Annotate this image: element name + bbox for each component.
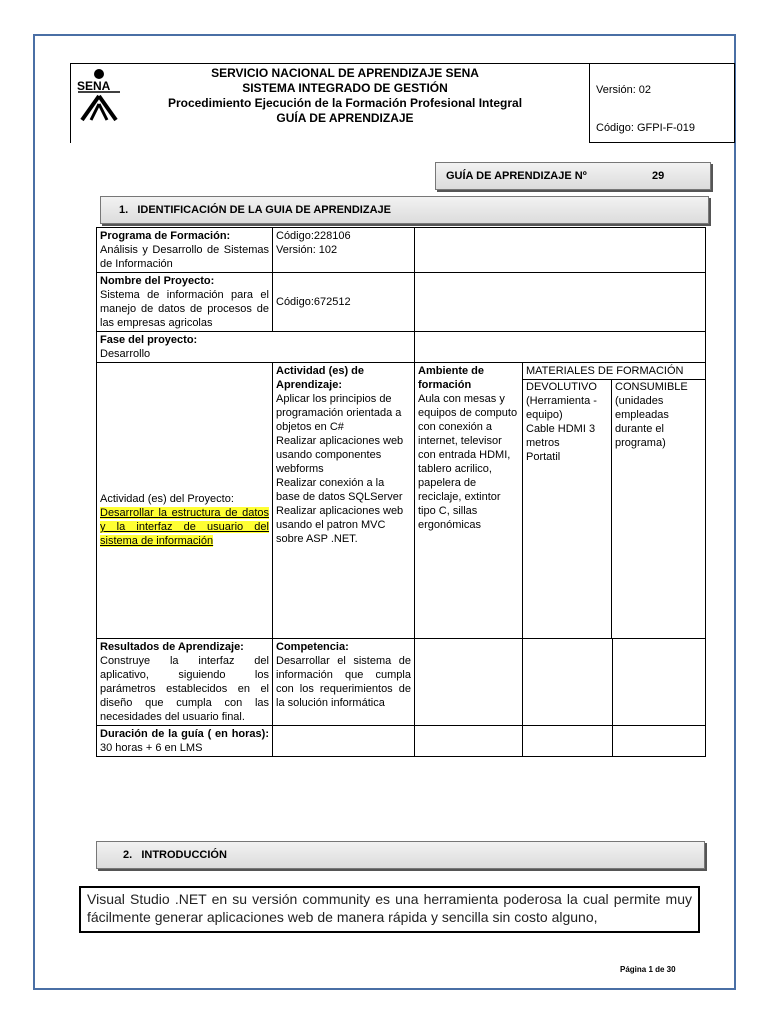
header-title-line-2: SISTEMA INTEGRADO DE GESTIÓN: [242, 81, 448, 95]
results-label: Resultados de Aprendizaje:: [100, 641, 244, 653]
project-activity-label: Actividad (es) del Proyecto:: [100, 493, 234, 505]
header-title-line-4: GUÍA DE APRENDIZAJE: [276, 111, 414, 125]
learning-activity-label: Actividad (es) de Aprendizaje:: [276, 365, 365, 391]
guide-number-bar: [435, 162, 711, 190]
empty-cell: [523, 639, 613, 726]
project-name-cell: [97, 273, 273, 332]
table-row-activities: [97, 363, 706, 639]
duration-value: 30 horas + 6 en LMS: [100, 742, 203, 754]
empty-cell: [415, 726, 523, 757]
section-1-title: 1. IDENTIFICACIÓN DE LA GUIA DE APRENDIZAJE: [119, 204, 391, 216]
table-row-duration: [97, 726, 706, 757]
results-value: Construye la interfaz del aplicativo, siguiendo los parámetros establecidos en el diseño que cumpla con las necesidades del usuario final.: [100, 655, 269, 723]
duration-cell: [97, 726, 273, 757]
phase-value: Desarrollo: [100, 348, 151, 360]
project-activity-value: Desarrollar la estructura de datos y la interfaz de usuario del sistema de información: [100, 507, 269, 547]
phase-label: Fase del proyecto:: [100, 334, 198, 346]
empty-cell: [415, 228, 706, 273]
project-name-label: Nombre del Proyecto:: [100, 275, 215, 287]
header-top-rule: [70, 63, 590, 64]
header-title: [120, 66, 570, 126]
learning-activity-item: Realizar conexión a la base de datos SQLServer: [276, 477, 403, 503]
identification-table: [96, 227, 706, 757]
project-code-cell: [273, 273, 415, 332]
results-cell: [97, 639, 273, 726]
duration-label: Duración de la guía ( en horas):: [100, 728, 269, 740]
project-code: Código:672512: [276, 296, 351, 308]
environment-label: Ambiente de formación: [418, 365, 485, 391]
code-text: Código: GFPI-F-019: [596, 122, 696, 134]
returnable-label: DEVOLUTIVO (Herramienta - equipo): [526, 381, 597, 421]
header-left-rule: [70, 63, 71, 143]
returnable-item: Portatil: [526, 451, 561, 463]
header-title-line-1: SERVICIO NACIONAL DE APRENDIZAJE SENA: [211, 66, 479, 80]
empty-cell: [415, 273, 706, 332]
guide-number-label: GUÍA DE APRENDIZAJE Nº: [446, 170, 587, 182]
table-row-results: [97, 639, 706, 726]
program-version: Versión: 102: [276, 244, 338, 256]
section-1-bar: [100, 196, 709, 224]
table-row-project-name: [97, 273, 706, 332]
header-title-line-3: Procedimiento Ejecución de la Formación Profesional Integral: [167, 96, 523, 110]
program-cell: [97, 228, 273, 273]
learning-activity-item: Realizar aplicaciones web usando el patron MVC sobre ASP .NET.: [276, 505, 404, 545]
phase-cell: [97, 332, 415, 363]
program-code-cell: [273, 228, 415, 273]
materials-header: MATERIALES DE FORMACIÓN: [523, 363, 705, 380]
returnable-item: Cable HDMI 3 metros: [526, 423, 596, 449]
learning-activity-item: Aplicar los principios de programación orientada a objetos en C#: [276, 393, 402, 433]
consumable-column: [612, 380, 705, 638]
environment-cell: [415, 363, 523, 639]
empty-cell: [523, 726, 613, 757]
guide-number-value: 29: [652, 170, 665, 182]
logo-text: SENA: [77, 79, 111, 93]
empty-cell: [415, 639, 523, 726]
empty-cell: [273, 726, 415, 757]
version-text: Versión: 02: [596, 84, 652, 96]
page-number: Página 1 de 30: [620, 965, 676, 974]
table-row-program: [97, 228, 706, 273]
sena-logo: [74, 68, 124, 128]
section-2-bar: [96, 841, 705, 869]
competence-cell: [273, 639, 415, 726]
learning-activity-item: Realizar aplicaciones web usando componentes webforms: [276, 435, 404, 475]
project-activity-cell: [97, 363, 273, 639]
introduction-text: Visual Studio .NET en su versión community es una herramienta poderosa la cual permite muy fácilmente generar aplicaciones web de manera rápida y sencilla sin costo alguno,: [79, 886, 700, 933]
program-code: Código:228106: [276, 230, 351, 242]
materials-cell: [523, 363, 706, 639]
competence-label: Competencia:: [276, 641, 349, 653]
table-row-phase: [97, 332, 706, 363]
program-label: Programa de Formación:: [100, 230, 231, 242]
project-name-value: Sistema de información para el manejo de datos de procesos de las empresas agricolas: [100, 289, 269, 329]
competence-value: Desarrollar el sistema de información que cumpla con los requerimientos de la solución informática: [276, 655, 411, 709]
returnable-column: [523, 380, 612, 638]
environment-value: Aula con mesas y equipos de computo con conexión a internet, televisor con entrada HDMI, tablero acrilico, papelera de reciclaje, extintor tipo C, sillas ergonómicas: [418, 393, 518, 531]
empty-cell: [613, 639, 706, 726]
consumable-label: CONSUMIBLE (unidades empleadas durante el programa): [615, 381, 688, 449]
empty-cell: [613, 726, 706, 757]
section-2-title: 2. INTRODUCCIÓN: [123, 849, 227, 861]
program-value: Análisis y Desarrollo de Sistemas de Información: [100, 244, 269, 270]
version-box: [589, 63, 735, 143]
learning-activity-cell: [273, 363, 415, 639]
empty-cell: [415, 332, 706, 363]
